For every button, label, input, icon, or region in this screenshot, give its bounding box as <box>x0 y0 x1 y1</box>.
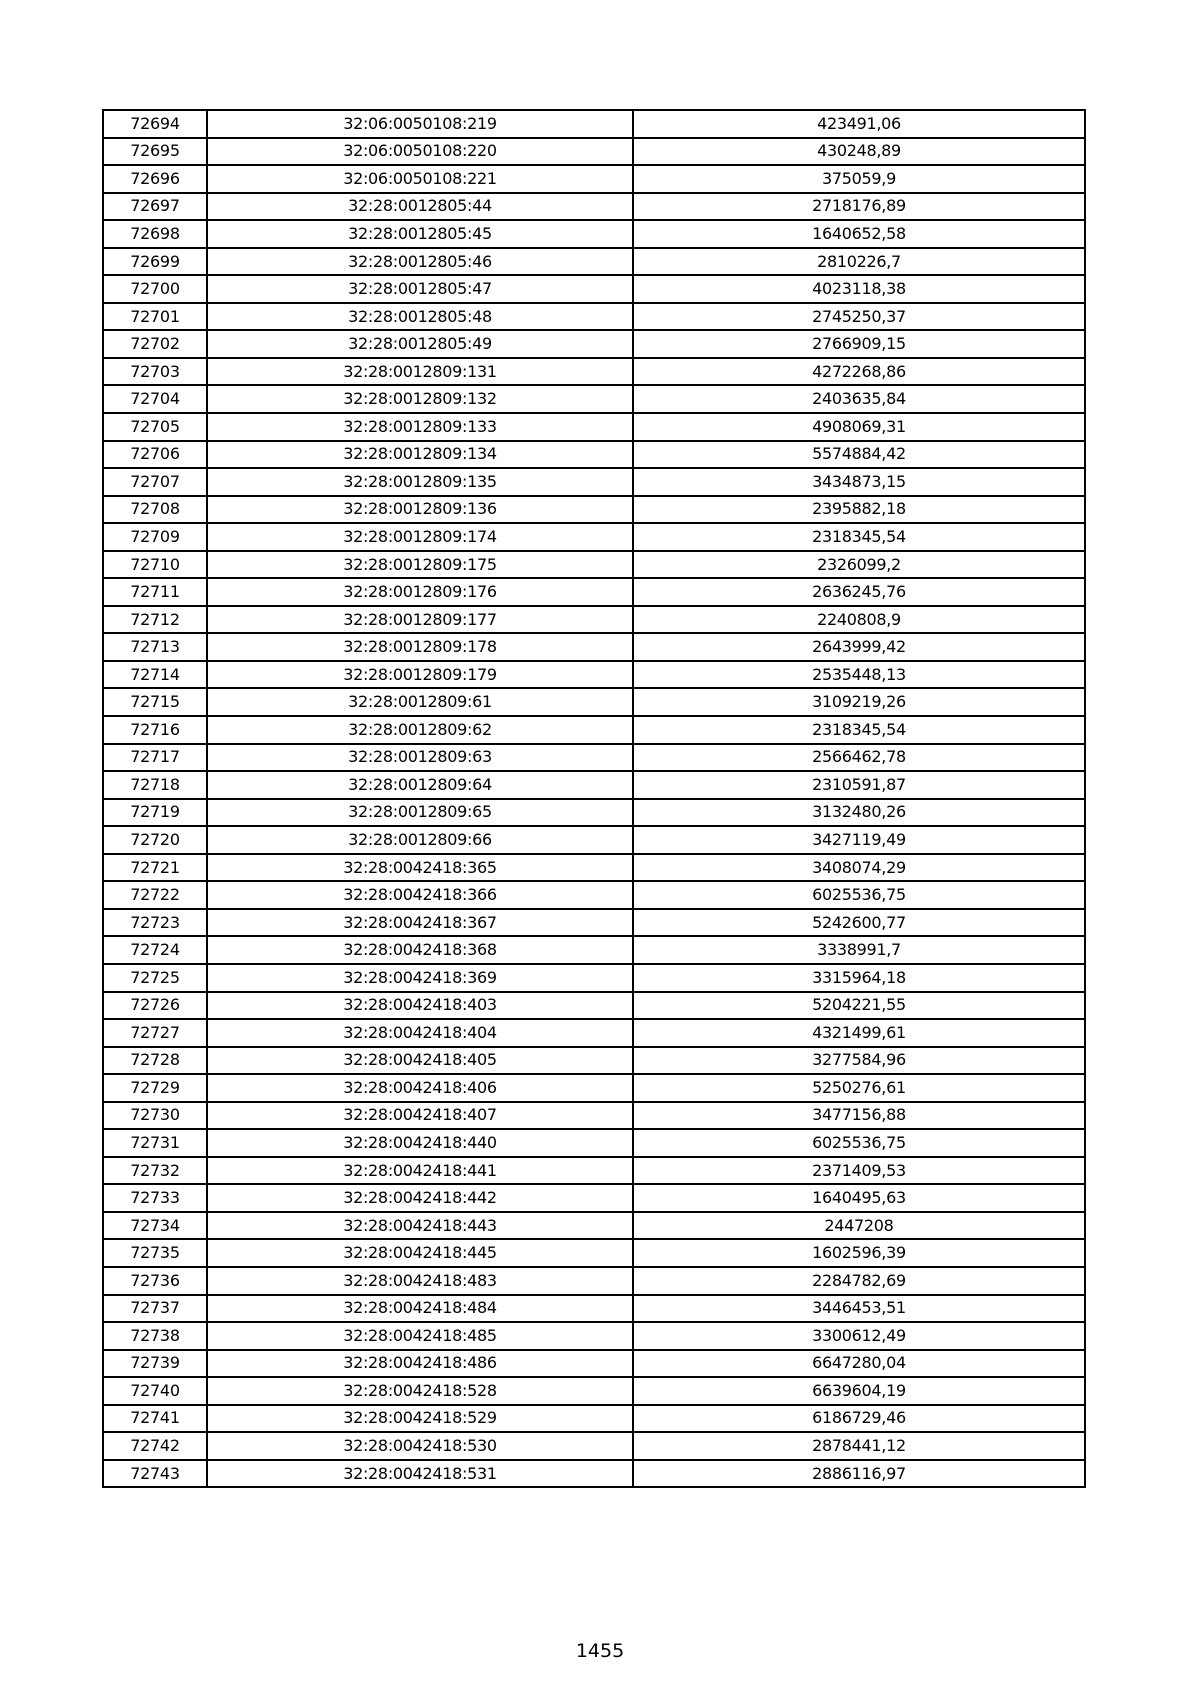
row-number-cell: 72705 <box>103 413 207 441</box>
row-number-cell: 72716 <box>103 716 207 744</box>
row-number-cell: 72740 <box>103 1377 207 1405</box>
cadastral-number-cell: 32:28:0042418:403 <box>207 992 633 1020</box>
cadastral-number-cell: 32:28:0042418:406 <box>207 1074 633 1102</box>
row-number-cell: 72726 <box>103 992 207 1020</box>
table-row <box>103 826 1085 854</box>
table-row <box>103 1184 1085 1212</box>
row-number-cell: 72732 <box>103 1157 207 1185</box>
table-row <box>103 688 1085 716</box>
cadastral-number-cell: 32:28:0012809:177 <box>207 606 633 634</box>
value-cell: 2447208 <box>633 1212 1085 1240</box>
row-number-cell: 72739 <box>103 1350 207 1378</box>
table-row <box>103 138 1085 166</box>
table-row <box>103 1322 1085 1350</box>
cadastral-number-cell: 32:28:0012805:48 <box>207 303 633 331</box>
table-row <box>103 578 1085 606</box>
value-cell: 3477156,88 <box>633 1102 1085 1130</box>
table-row <box>103 1129 1085 1157</box>
cadastral-number-cell: 32:28:0012805:45 <box>207 220 633 248</box>
value-cell: 2326099,2 <box>633 551 1085 579</box>
row-number-cell: 72725 <box>103 964 207 992</box>
row-number-cell: 72707 <box>103 468 207 496</box>
cadastral-number-cell: 32:28:0012809:132 <box>207 385 633 413</box>
value-cell: 3132480,26 <box>633 799 1085 827</box>
table-row <box>103 744 1085 772</box>
value-cell: 3109219,26 <box>633 688 1085 716</box>
table-row <box>103 330 1085 358</box>
value-cell: 2643999,42 <box>633 633 1085 661</box>
value-cell: 6025536,75 <box>633 1129 1085 1157</box>
row-number-cell: 72702 <box>103 330 207 358</box>
cadastral-number-cell: 32:28:0012809:174 <box>207 523 633 551</box>
row-number-cell: 72741 <box>103 1405 207 1433</box>
row-number-cell: 72724 <box>103 936 207 964</box>
value-cell: 5574884,42 <box>633 441 1085 469</box>
row-number-cell: 72715 <box>103 688 207 716</box>
value-cell: 5242600,77 <box>633 909 1085 937</box>
cadastral-number-cell: 32:28:0042418:530 <box>207 1432 633 1460</box>
row-number-cell: 72728 <box>103 1047 207 1075</box>
table-row <box>103 909 1085 937</box>
row-number-cell: 72704 <box>103 385 207 413</box>
value-cell: 4272268,86 <box>633 358 1085 386</box>
row-number-cell: 72710 <box>103 551 207 579</box>
table-row <box>103 1377 1085 1405</box>
row-number-cell: 72703 <box>103 358 207 386</box>
row-number-cell: 72731 <box>103 1129 207 1157</box>
table-row <box>103 1157 1085 1185</box>
value-cell: 1602596,39 <box>633 1239 1085 1267</box>
cadastral-number-cell: 32:28:0042418:531 <box>207 1460 633 1488</box>
cadastral-number-cell: 32:28:0012809:134 <box>207 441 633 469</box>
value-cell: 2535448,13 <box>633 661 1085 689</box>
row-number-cell: 72718 <box>103 771 207 799</box>
value-cell: 423491,06 <box>633 110 1085 138</box>
table-row <box>103 1267 1085 1295</box>
row-number-cell: 72696 <box>103 165 207 193</box>
row-number-cell: 72695 <box>103 138 207 166</box>
row-number-cell: 72694 <box>103 110 207 138</box>
table-row <box>103 964 1085 992</box>
cadastral-number-cell: 32:28:0012809:61 <box>207 688 633 716</box>
row-number-cell: 72699 <box>103 248 207 276</box>
value-cell: 3427119,49 <box>633 826 1085 854</box>
cadastral-number-cell: 32:28:0012805:49 <box>207 330 633 358</box>
value-cell: 2745250,37 <box>633 303 1085 331</box>
value-cell: 6025536,75 <box>633 881 1085 909</box>
cadastral-number-cell: 32:28:0012809:133 <box>207 413 633 441</box>
table-row <box>103 468 1085 496</box>
table-row <box>103 606 1085 634</box>
row-number-cell: 72738 <box>103 1322 207 1350</box>
cadastral-number-cell: 32:28:0042418:485 <box>207 1322 633 1350</box>
table-row <box>103 523 1085 551</box>
cadastral-number-cell: 32:28:0042418:405 <box>207 1047 633 1075</box>
cadastral-number-cell: 32:28:0042418:484 <box>207 1295 633 1323</box>
cadastral-number-cell: 32:28:0012805:46 <box>207 248 633 276</box>
value-cell: 1640652,58 <box>633 220 1085 248</box>
table-row <box>103 854 1085 882</box>
value-cell: 6186729,46 <box>633 1405 1085 1433</box>
cadastral-number-cell: 32:28:0012809:176 <box>207 578 633 606</box>
table-row <box>103 110 1085 138</box>
table-row <box>103 1460 1085 1488</box>
page-number: 1455 <box>575 1640 625 1662</box>
table-row <box>103 716 1085 744</box>
cadastral-number-cell: 32:28:0042418:366 <box>207 881 633 909</box>
table-row <box>103 165 1085 193</box>
value-cell: 5204221,55 <box>633 992 1085 1020</box>
cadastral-number-cell: 32:28:0042418:407 <box>207 1102 633 1130</box>
value-cell: 2371409,53 <box>633 1157 1085 1185</box>
value-cell: 2718176,89 <box>633 193 1085 221</box>
value-cell: 2318345,54 <box>633 716 1085 744</box>
value-cell: 2395882,18 <box>633 496 1085 524</box>
cadastral-number-cell: 32:28:0012809:178 <box>207 633 633 661</box>
table-row <box>103 881 1085 909</box>
row-number-cell: 72713 <box>103 633 207 661</box>
row-number-cell: 72714 <box>103 661 207 689</box>
table-row <box>103 1212 1085 1240</box>
value-cell: 2403635,84 <box>633 385 1085 413</box>
table-row <box>103 551 1085 579</box>
value-cell: 2284782,69 <box>633 1267 1085 1295</box>
row-number-cell: 72708 <box>103 496 207 524</box>
value-cell: 2240808,9 <box>633 606 1085 634</box>
table-row <box>103 1019 1085 1047</box>
row-number-cell: 72729 <box>103 1074 207 1102</box>
table-row <box>103 385 1085 413</box>
cadastral-number-cell: 32:28:0042418:365 <box>207 854 633 882</box>
row-number-cell: 72711 <box>103 578 207 606</box>
row-number-cell: 72706 <box>103 441 207 469</box>
table-row <box>103 1432 1085 1460</box>
cadastral-number-cell: 32:28:0012809:131 <box>207 358 633 386</box>
table-row <box>103 1405 1085 1433</box>
cadastral-number-cell: 32:28:0042418:369 <box>207 964 633 992</box>
row-number-cell: 72698 <box>103 220 207 248</box>
cadastral-number-cell: 32:28:0012809:179 <box>207 661 633 689</box>
cadastral-number-cell: 32:28:0012809:65 <box>207 799 633 827</box>
table-body <box>103 110 1085 1487</box>
table-row <box>103 248 1085 276</box>
table-row <box>103 1295 1085 1323</box>
value-cell: 5250276,61 <box>633 1074 1085 1102</box>
value-cell: 2636245,76 <box>633 578 1085 606</box>
row-number-cell: 72737 <box>103 1295 207 1323</box>
row-number-cell: 72722 <box>103 881 207 909</box>
value-cell: 375059,9 <box>633 165 1085 193</box>
table-row <box>103 633 1085 661</box>
row-number-cell: 72719 <box>103 799 207 827</box>
value-cell: 4023118,38 <box>633 275 1085 303</box>
table-row <box>103 496 1085 524</box>
value-cell: 3300612,49 <box>633 1322 1085 1350</box>
value-cell: 2766909,15 <box>633 330 1085 358</box>
table-row <box>103 413 1085 441</box>
table-row <box>103 661 1085 689</box>
table-row <box>103 358 1085 386</box>
table-row <box>103 936 1085 964</box>
value-cell: 2566462,78 <box>633 744 1085 772</box>
cadastral-number-cell: 32:06:0050108:221 <box>207 165 633 193</box>
cadastral-number-cell: 32:28:0042418:529 <box>207 1405 633 1433</box>
cadastral-number-cell: 32:28:0012809:64 <box>207 771 633 799</box>
table-row <box>103 1350 1085 1378</box>
table-row <box>103 992 1085 1020</box>
table-row <box>103 275 1085 303</box>
cadastral-number-cell: 32:06:0050108:219 <box>207 110 633 138</box>
row-number-cell: 72697 <box>103 193 207 221</box>
row-number-cell: 72734 <box>103 1212 207 1240</box>
row-number-cell: 72742 <box>103 1432 207 1460</box>
cadastral-number-cell: 32:28:0042418:368 <box>207 936 633 964</box>
value-cell: 6639604,19 <box>633 1377 1085 1405</box>
cadastral-number-cell: 32:28:0042418:442 <box>207 1184 633 1212</box>
table-row <box>103 441 1085 469</box>
cadastral-number-cell: 32:06:0050108:220 <box>207 138 633 166</box>
row-number-cell: 72723 <box>103 909 207 937</box>
value-cell: 3446453,51 <box>633 1295 1085 1323</box>
value-cell: 3408074,29 <box>633 854 1085 882</box>
value-cell: 3338991,7 <box>633 936 1085 964</box>
row-number-cell: 72712 <box>103 606 207 634</box>
data-table-container <box>102 109 1084 1488</box>
cadastral-number-cell: 32:28:0042418:483 <box>207 1267 633 1295</box>
row-number-cell: 72733 <box>103 1184 207 1212</box>
row-number-cell: 72721 <box>103 854 207 882</box>
cadastral-number-cell: 32:28:0042418:404 <box>207 1019 633 1047</box>
value-cell: 3315964,18 <box>633 964 1085 992</box>
table-row <box>103 1239 1085 1267</box>
cadastral-number-cell: 32:28:0042418:528 <box>207 1377 633 1405</box>
cadastral-number-cell: 32:28:0042418:367 <box>207 909 633 937</box>
row-number-cell: 72736 <box>103 1267 207 1295</box>
cadastral-number-cell: 32:28:0012809:66 <box>207 826 633 854</box>
cadastral-number-cell: 32:28:0012805:44 <box>207 193 633 221</box>
value-cell: 2878441,12 <box>633 1432 1085 1460</box>
row-number-cell: 72720 <box>103 826 207 854</box>
value-cell: 6647280,04 <box>633 1350 1085 1378</box>
row-number-cell: 72727 <box>103 1019 207 1047</box>
row-number-cell: 72709 <box>103 523 207 551</box>
value-cell: 2886116,97 <box>633 1460 1085 1488</box>
value-cell: 2310591,87 <box>633 771 1085 799</box>
cadastral-number-cell: 32:28:0012809:62 <box>207 716 633 744</box>
row-number-cell: 72730 <box>103 1102 207 1130</box>
row-number-cell: 72743 <box>103 1460 207 1488</box>
value-cell: 2318345,54 <box>633 523 1085 551</box>
cadastral-number-cell: 32:28:0042418:443 <box>207 1212 633 1240</box>
value-cell: 1640495,63 <box>633 1184 1085 1212</box>
data-table <box>102 109 1086 1488</box>
cadastral-number-cell: 32:28:0042418:440 <box>207 1129 633 1157</box>
row-number-cell: 72700 <box>103 275 207 303</box>
value-cell: 3277584,96 <box>633 1047 1085 1075</box>
value-cell: 2810226,7 <box>633 248 1085 276</box>
cadastral-number-cell: 32:28:0012809:175 <box>207 551 633 579</box>
table-row <box>103 220 1085 248</box>
row-number-cell: 72701 <box>103 303 207 331</box>
table-row <box>103 1102 1085 1130</box>
table-row <box>103 303 1085 331</box>
table-row <box>103 1047 1085 1075</box>
table-row <box>103 771 1085 799</box>
cadastral-number-cell: 32:28:0042418:486 <box>207 1350 633 1378</box>
cadastral-number-cell: 32:28:0012805:47 <box>207 275 633 303</box>
row-number-cell: 72735 <box>103 1239 207 1267</box>
value-cell: 4908069,31 <box>633 413 1085 441</box>
table-row <box>103 193 1085 221</box>
row-number-cell: 72717 <box>103 744 207 772</box>
cadastral-number-cell: 32:28:0012809:136 <box>207 496 633 524</box>
cadastral-number-cell: 32:28:0042418:441 <box>207 1157 633 1185</box>
table-row <box>103 1074 1085 1102</box>
table-row <box>103 799 1085 827</box>
cadastral-number-cell: 32:28:0012809:135 <box>207 468 633 496</box>
cadastral-number-cell: 32:28:0042418:445 <box>207 1239 633 1267</box>
value-cell: 430248,89 <box>633 138 1085 166</box>
cadastral-number-cell: 32:28:0012809:63 <box>207 744 633 772</box>
value-cell: 3434873,15 <box>633 468 1085 496</box>
value-cell: 4321499,61 <box>633 1019 1085 1047</box>
